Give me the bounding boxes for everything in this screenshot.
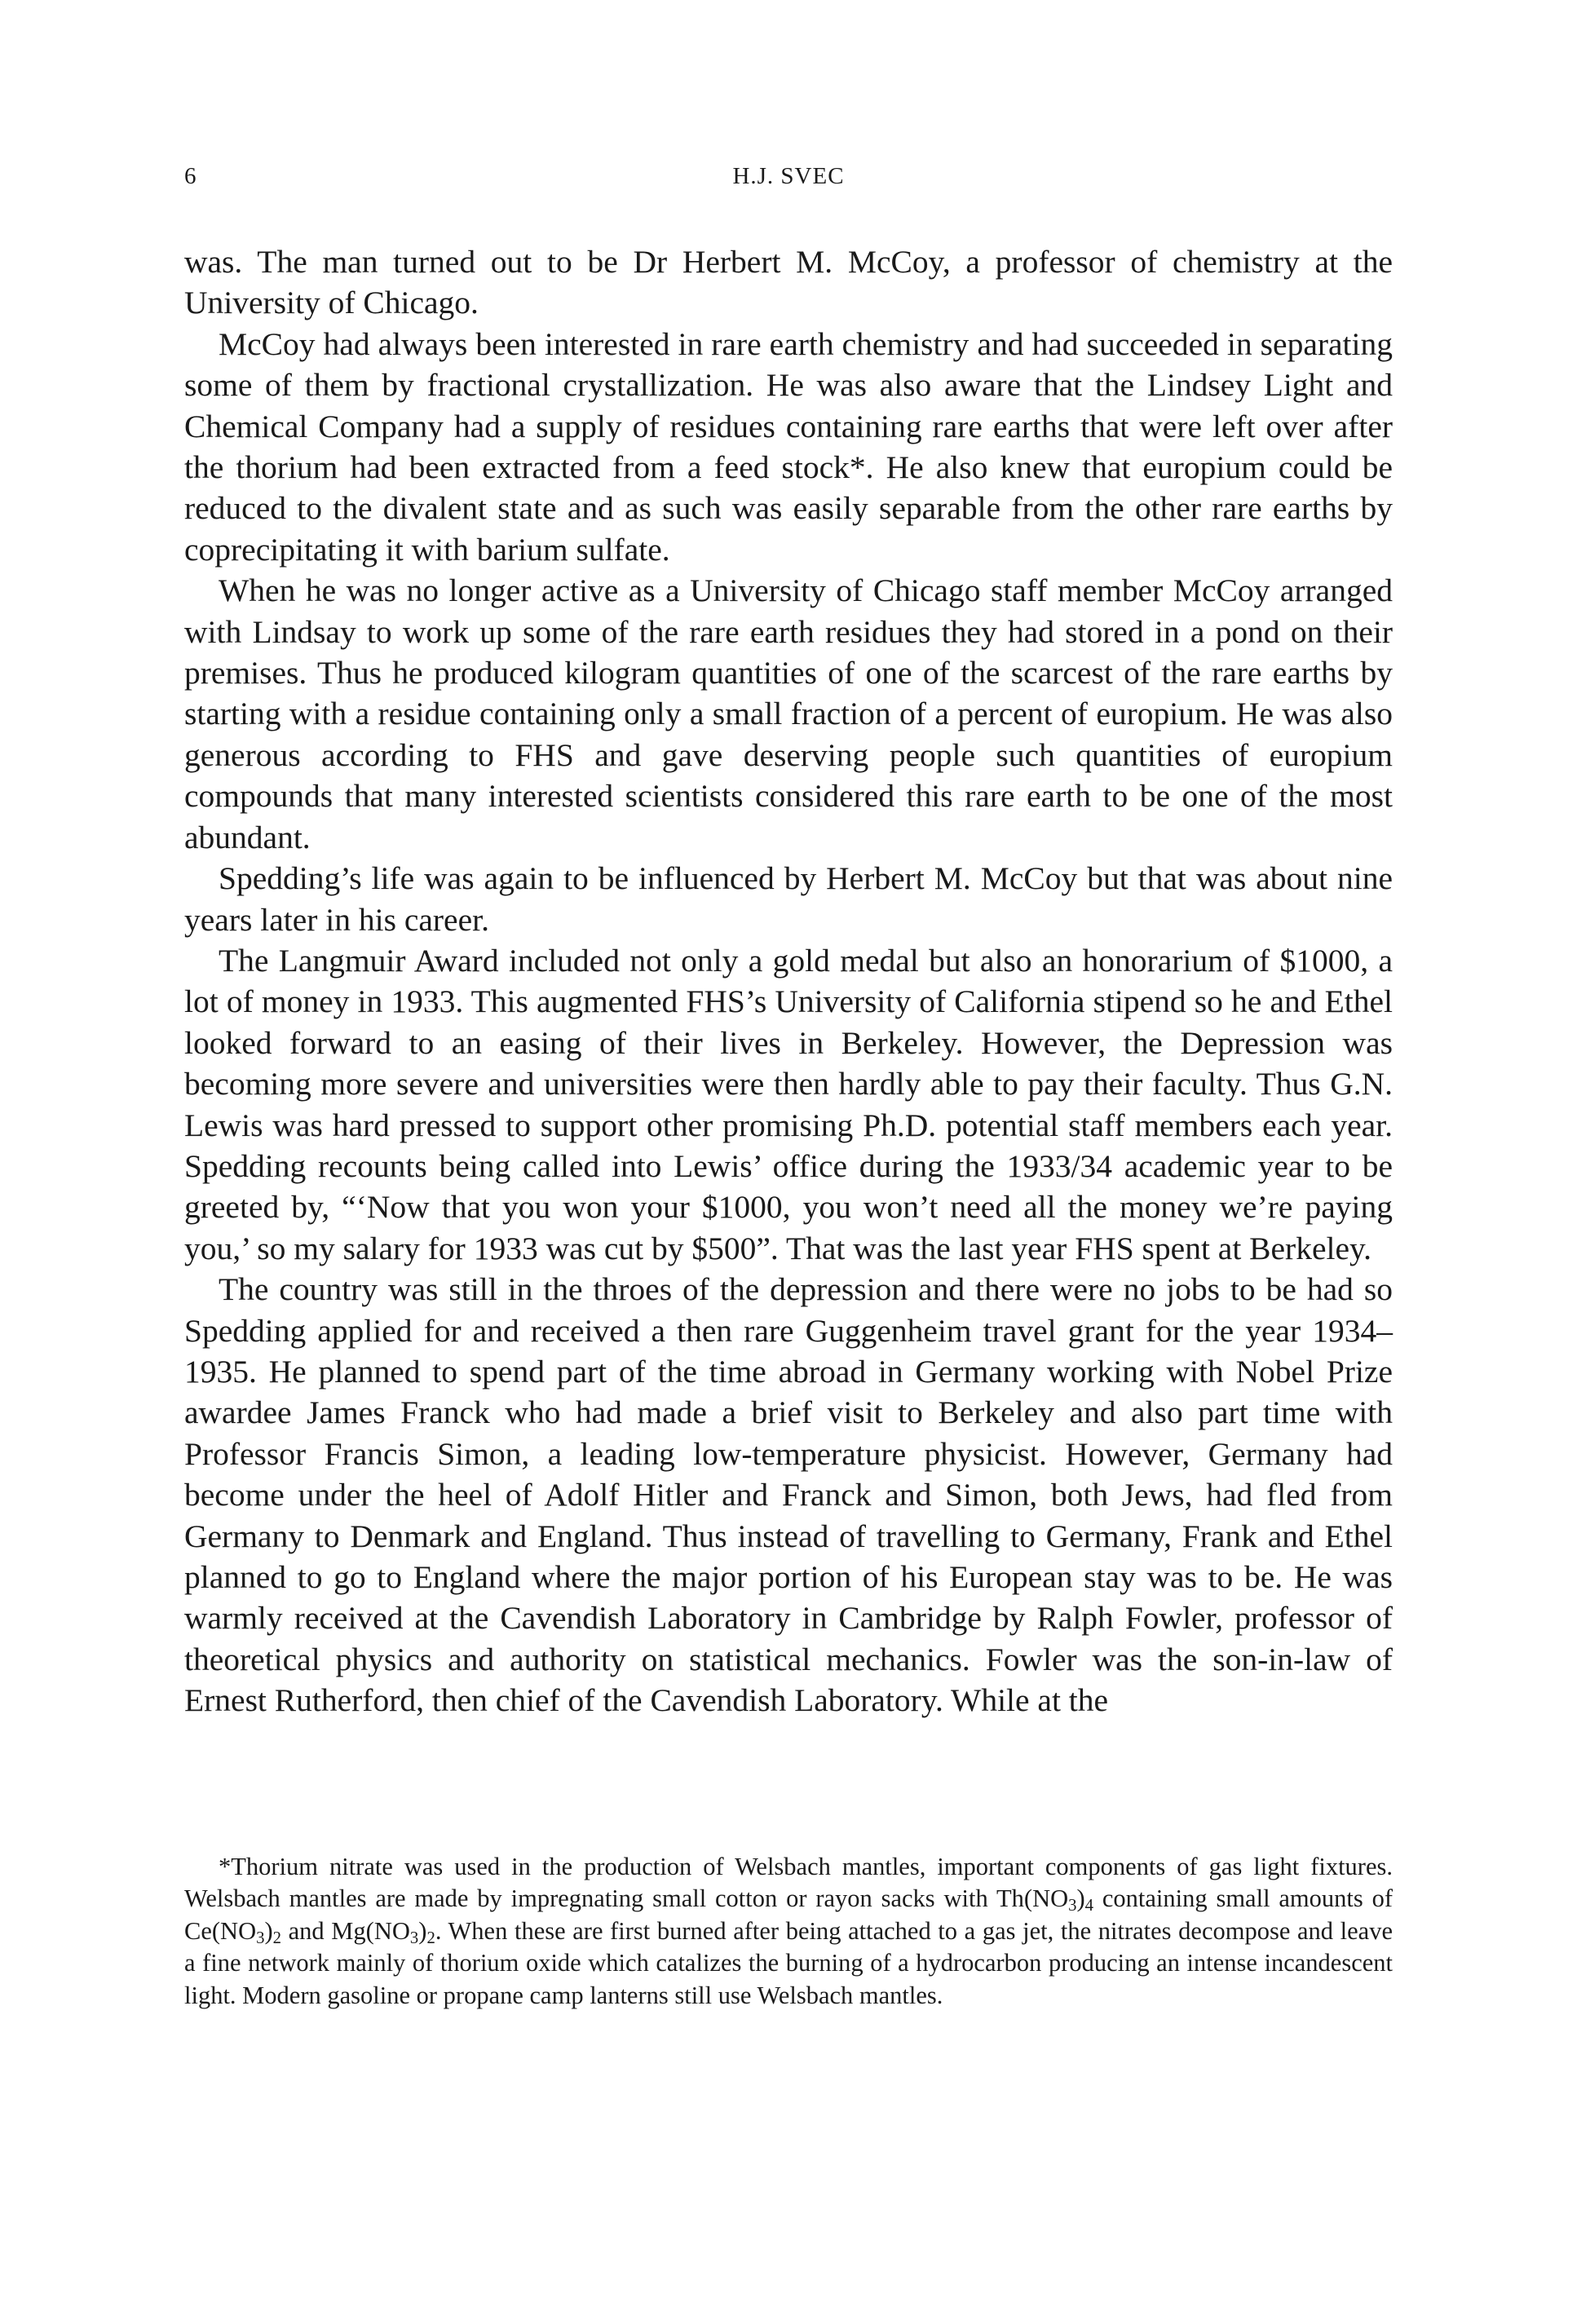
footnote-segment: ) [1076, 1884, 1085, 1913]
footnote-subscript: 3 [256, 1929, 265, 1947]
paragraph-continuation: was. The man turned out to be Dr Herbert M. McCoy, a professor of chemistry at the University of Chicago. [184, 244, 1393, 321]
footnote-subscript: 3 [1068, 1897, 1077, 1915]
footnote-segment: ) [418, 1916, 427, 1945]
body-text [184, 241, 1393, 1721]
paragraph-guggenheim-grant: The country was still in the throes of the depression and there were no jobs to be had so Spedding applied for and received a then rare Guggenheim travel grant for the year 1934–1935. He planned to spend part of the time abroad in Germany working with Nobel Prize awardee James Franck who had made a brief visit to Berkeley and also part time with Professor Francis Simon, a leading low-temperature physicist. However, Germany had become under the heel of Adolf Hitler and Franck and Simon, both Jews, had fled from Germany to Denmark and England. Thus instead of travelling to Germany, Frank and Ethel planned to go to England where the major portion of his European stay was to be. He was warmly received at the Cavendish Laboratory in Cambridge by Ralph Fowler, professor of theoretical physics and authority on statistical mechanics. Fowler was the son-in-law of Ernest Rutherford, then chief of the Cavendish Laboratory. While at the [184, 1271, 1393, 1719]
footnote-segment: ) [264, 1916, 273, 1945]
footnote-segment: *Thorium nitrate was used in the production of Welsbach mantles, important components of gas light fixtures. Welsbach mantles are made by impregnating small cotton or rayon sacks with Th(NO [184, 1853, 1393, 1913]
paragraph-spedding-life: Spedding’s life was again to be influenced by Herbert M. McCoy but that was about nine years later in his career. [184, 860, 1393, 938]
footnote-segment: containing small amounts of Ce(NO [184, 1884, 1393, 1945]
footnote-segment: . When these are first burned after being attached to a gas jet, the nitrates decompose and leave a fine network mainly of thorium oxide which catalizes the burning of a hydrocarbon producing an intense incandescent light. Modern gasoline or propane camp lanterns still use Welsbach mantles. [184, 1916, 1393, 2009]
page-header [184, 163, 1393, 204]
footnote-text [184, 1851, 1393, 2012]
running-head: H.J. SVEC [732, 163, 845, 189]
footnote-subscript: 2 [272, 1929, 282, 1947]
footnote-segment: and Mg(NO [281, 1916, 410, 1945]
page-number: 6 [184, 163, 197, 189]
footnote-subscript: 3 [409, 1929, 419, 1947]
paragraph-europium-production: When he was no longer active as a University of Chicago staff member McCoy arranged with Lindsay to work up some of the rare earth residues they had stored in a pond on their premises. Thus he produced kilogram quantities of one of the scarcest of the rare earths by starting with a residue containing only a small fraction of a percent of europium. He was also generous according to FHS and gave deserving people such quantities of europium compounds that many interested scientists considered this rare earth to be one of the most abundant. [184, 572, 1393, 855]
paragraph-mccoy-rare-earth: McCoy had always been interested in rare earth chemistry and had succeeded in separating some of them by fractional crystallization. He was also aware that the Lindsey Light and Chemical Company had a supply of residues containing rare earths that were left over after the thorium had been extracted from a feed stock*. He also knew that europium could be reduced to the divalent state and as such was easily separable from the other rare earths by coprecipitating it with barium sulfate. [184, 325, 1393, 568]
footnote-subscript: 4 [1084, 1897, 1094, 1915]
footnote-subscript: 2 [426, 1929, 435, 1947]
footnote [184, 1851, 1393, 2012]
paragraph-langmuir-award: The Langmuir Award included not only a gold medal but also an honorarium of $1000, a lot of money in 1933. This augmented FHS’s University of California stipend so he and Ethel looked forward to an easing of their lives in Berkeley. However, the Depression was becoming more severe and universities were then hardly able to pay their faculty. Thus G.N. Lewis was hard pressed to support other promising Ph.D. potential staff members each year. Spedding recounts being called into Lewis’ office during the 1933/34 academic year to be greeted by, “‘Now that you won your $1000, you won’t need all the money we’re paying you,’ so my salary for 1933 was cut by $500”. That was the last year FHS spent at Berkeley. [184, 942, 1393, 1266]
